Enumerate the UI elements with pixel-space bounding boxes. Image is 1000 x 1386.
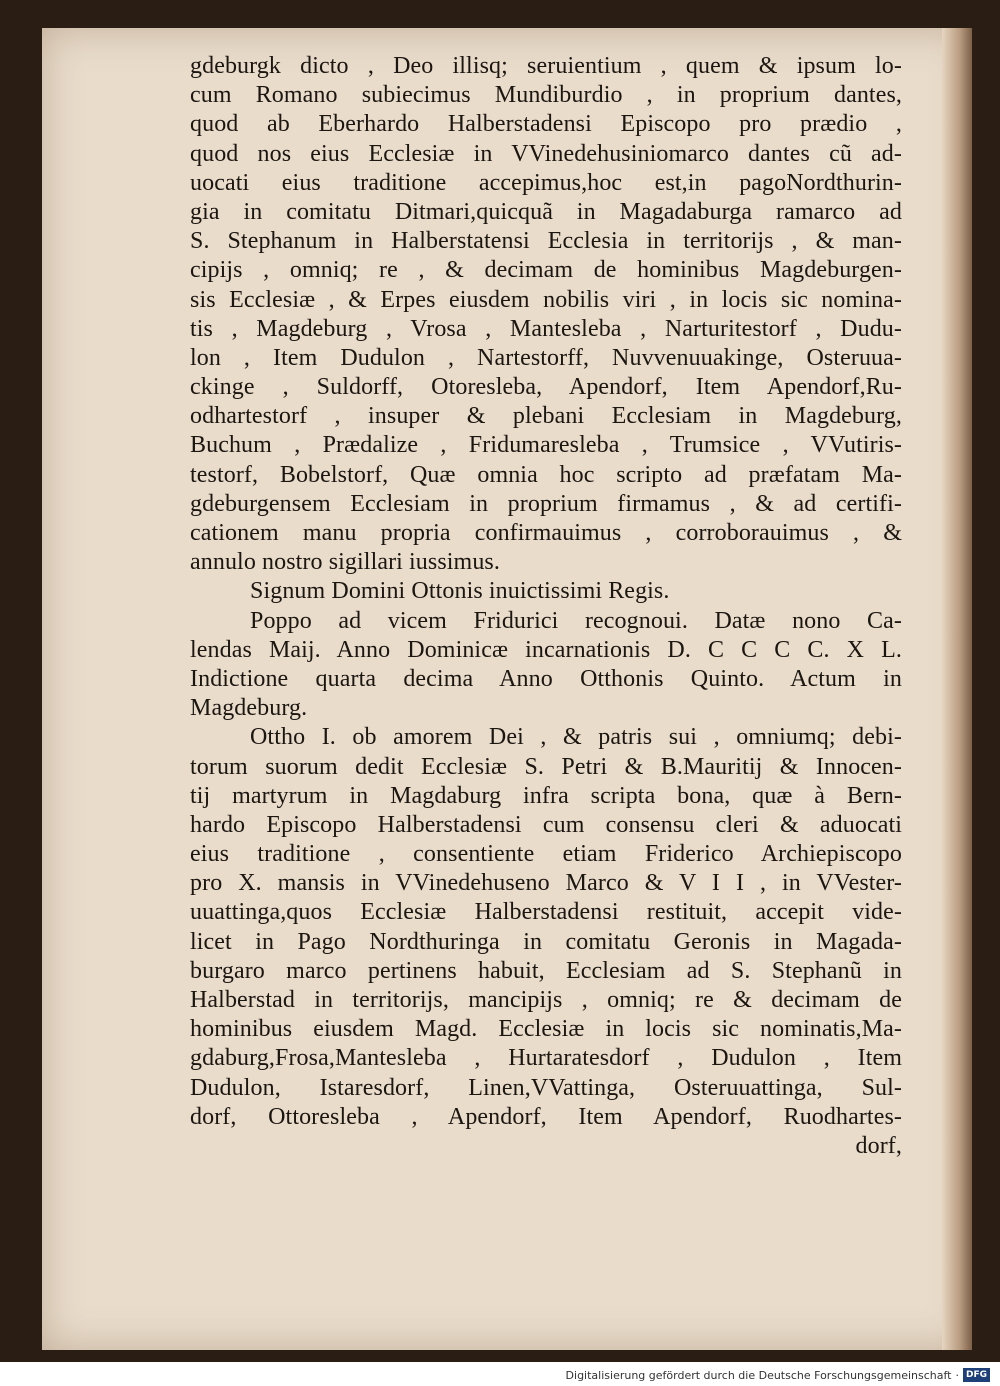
footer-separator: ·: [955, 1368, 959, 1382]
ottho-line: Halberstad in territorijs, mancipijs , omniq; re & decimam de: [190, 987, 902, 1013]
poppo-line: Poppo ad vicem Fridurici recognoui. Datæ nono Ca-: [250, 607, 902, 634]
ottho-line: eius traditione , consentiente etiam Friderico Archiepiscopo: [190, 841, 902, 868]
text-line: quod nos eius Ecclesiæ in VVinedehusiniomarco dantes cũ ad-: [190, 140, 902, 167]
text-line: cationem manu propria confirmauimus , corroborauimus , &: [190, 520, 902, 546]
ottho-line: uuattinga,quos Ecclesiæ Halberstadensi restituit, accepit vide-: [190, 899, 902, 926]
ottho-line: pro X. mansis in VVinedehuseno Marco & V I I , in VVester-: [190, 870, 902, 897]
text-line: gdeburgk dicto , Deo illisq; seruientium , quem & ipsum lo-: [190, 53, 902, 79]
catchword: dorf,: [855, 1132, 902, 1159]
ottho-line: Ottho I. ob amorem Dei , & patris sui , omniumq; debi-: [250, 724, 902, 751]
text-line: cipijs , omniq; re , & decimam de hominibus Magdeburgen-: [190, 257, 902, 284]
ottho-line: torum suorum dedit Ecclesiæ S. Petri & B.Mauritij & Innocen-: [190, 753, 902, 780]
text-line: cum Romano subiecimus Mundiburdio , in proprium dantes,: [190, 82, 902, 109]
text-line: annulo nostro sigillari iussimus.: [190, 549, 500, 576]
ottho-line: licet in Pago Nordthuringa in comitatu Geronis in Magada-: [190, 928, 902, 955]
ottho-line: hardo Episcopo Halberstadensi cum consensu cleri & aduocati: [190, 811, 902, 838]
text-line: odhartestorf , insuper & plebani Ecclesiam in Magdeburg,: [190, 403, 902, 430]
text-line: lon , Item Dudulon , Nartestorff, Nuvvenuuakinge, Osteruua-: [190, 344, 902, 371]
text-line: testorf, Bobelstorf, Quæ omnia hoc scripto ad præfatam Ma-: [190, 461, 902, 488]
footer: [566, 1367, 990, 1383]
ottho-line: dorf, Ottoresleba , Apendorf, Item Apendorf, Ruodhartes-: [190, 1103, 902, 1130]
ottho-line: burgaro marco pertinens habuit, Ecclesiam ad S. Stephanũ in: [190, 957, 902, 984]
text-line: quod ab Eberhardo Halberstadensi Episcopo pro prædio ,: [190, 111, 902, 138]
ottho-line: hominibus eiusdem Magd. Ecclesiæ in locis sic nominatis,Ma-: [190, 1016, 902, 1043]
poppo-line: lendas Maij. Anno Dominicæ incarnationis D. C C C C. X L.: [190, 636, 902, 663]
text-line: gia in comitatu Ditmari,quicquã in Magadaburga ramarco ad: [190, 198, 902, 225]
page-text: [190, 52, 902, 1161]
signum-line: Signum Domini Ottonis inuictissimi Regis.: [250, 578, 670, 605]
text-line: uocati eius traditione accepimus,hoc est,in pagoNordthurin-: [190, 169, 902, 196]
dfg-logo: DFG: [963, 1368, 990, 1382]
ottho-line: tij martyrum in Magdaburg infra scripta bona, quæ à Bern-: [190, 782, 902, 809]
text-line: Buchum , Prædalize , Fridumaresleba , Trumsice , VVutiris-: [190, 432, 902, 459]
text-line: sis Ecclesiæ , & Erpes eiusdem nobilis viri , in locis sic nomina-: [190, 286, 902, 313]
funding-notice: Digitalisierung gefördert durch die Deutsche Forschungsgemeinschaft: [565, 1368, 952, 1382]
text-line: ckinge , Suldorff, Otoresleba, Apendorf, Item Apendorf,Ru-: [190, 374, 902, 401]
text-line: tis , Magdeburg , Vrosa , Mantesleba , Narturitestorf , Dudu-: [190, 315, 902, 342]
page-edge: [942, 28, 972, 1350]
ottho-line: gdaburg,Frosa,Mantesleba , Hurtaratesdorf , Dudulon , Item: [190, 1045, 902, 1072]
poppo-line: Magdeburg.: [190, 695, 308, 722]
poppo-line: Indictione quarta decima Anno Otthonis Quinto. Actum in: [190, 665, 902, 692]
text-line: gdeburgensem Ecclesiam in proprium firmamus , & ad certifi-: [190, 490, 902, 517]
text-line: S. Stephanum in Halberstatensi Ecclesia in territorijs , & man-: [190, 228, 902, 255]
ottho-line: Dudulon, Istaresdorf, Linen,VVattinga, Osteruuattinga, Sul-: [190, 1074, 902, 1101]
